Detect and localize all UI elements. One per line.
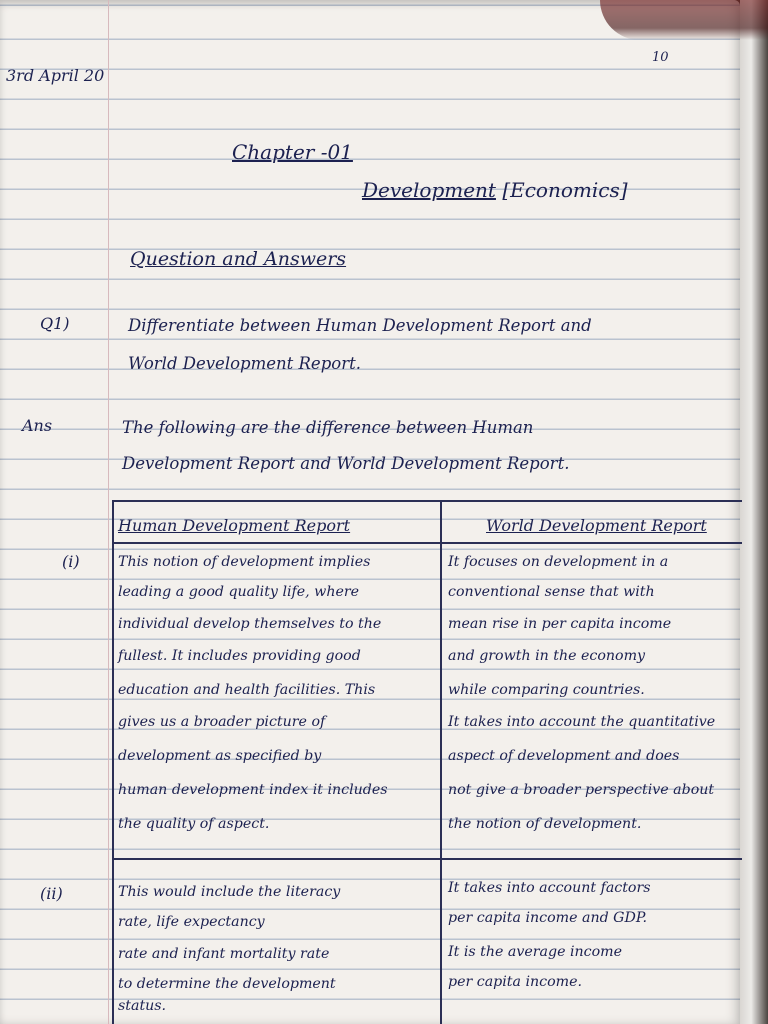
table-cell-right: not give a broader perspective about <box>448 782 715 798</box>
table-column-divider <box>440 500 442 1024</box>
notebook-cover-corner <box>600 0 768 40</box>
row-label: (ii) <box>40 884 63 903</box>
table-header-rule <box>112 542 742 544</box>
table-row-divider <box>112 858 742 860</box>
table-cell-left: This would include the literacy <box>118 884 341 900</box>
section-heading: Question and Answers <box>130 248 347 270</box>
table-cell-left: human development index it includes <box>118 782 388 798</box>
table-cell-left: rate and infant mortality rate <box>118 946 330 962</box>
table-cell-right: It takes into account the quantitative <box>448 714 716 730</box>
table-header-world: World Development Report <box>486 516 707 535</box>
table-cell-left: individual develop themselves to the <box>118 616 382 632</box>
subject-line <box>362 178 628 202</box>
answer-label: Ans <box>22 416 53 435</box>
table-cell-left: fullest. It includes providing good <box>118 648 361 664</box>
table-cell-left: development as specified by <box>118 748 322 764</box>
table-cell-left: rate, life expectancy <box>118 914 265 930</box>
table-cell-left: gives us a broader picture of <box>118 714 326 730</box>
row-label: (i) <box>62 552 80 571</box>
table-cell-left: education and health facilities. This <box>118 682 376 698</box>
table-cell-right: while comparing countries. <box>448 682 645 698</box>
margin-line <box>108 0 109 1024</box>
question-line: World Development Report. <box>128 354 361 373</box>
table-cell-right: It takes into account factors <box>448 880 651 896</box>
answer-line: The following are the difference between Human <box>122 418 534 437</box>
page-number: 10 <box>652 50 669 65</box>
table-cell-left: the quality of aspect. <box>118 816 270 832</box>
table-cell-right: the notion of development. <box>448 816 642 832</box>
table-cell-right: aspect of development and does <box>448 748 680 764</box>
table-left-border <box>112 500 114 1024</box>
table-cell-right: It focuses on development in a <box>448 554 669 570</box>
table-cell-right: per capita income and GDP. <box>448 910 648 926</box>
page-edge <box>740 0 768 1024</box>
subject-tag: [Economics] <box>502 178 628 202</box>
table-cell-right: per capita income. <box>448 974 582 990</box>
chapter-title: Chapter -01 <box>232 140 353 164</box>
table-header-human: Human Development Report <box>118 516 351 535</box>
subject-word: Development <box>362 178 496 202</box>
table-cell-right: It is the average income <box>448 944 622 960</box>
table-cell-right: mean rise in per capita income <box>448 616 672 632</box>
answer-line: Development Report and World Development Report. <box>122 454 570 473</box>
date: 3rd April 20 <box>6 66 105 85</box>
table-cell-left: status. <box>118 998 167 1014</box>
table-cell-right: and growth in the economy <box>448 648 646 664</box>
table-cell-left: to determine the development <box>118 976 336 992</box>
question-label: Q1) <box>40 314 70 333</box>
table-cell-left: leading a good quality life, where <box>118 584 360 600</box>
table-cell-left: This notion of development implies <box>118 554 371 570</box>
table-top-rule <box>112 500 742 502</box>
question-line: Differentiate between Human Development Report and <box>128 316 592 335</box>
table-cell-right: conventional sense that with <box>448 584 655 600</box>
